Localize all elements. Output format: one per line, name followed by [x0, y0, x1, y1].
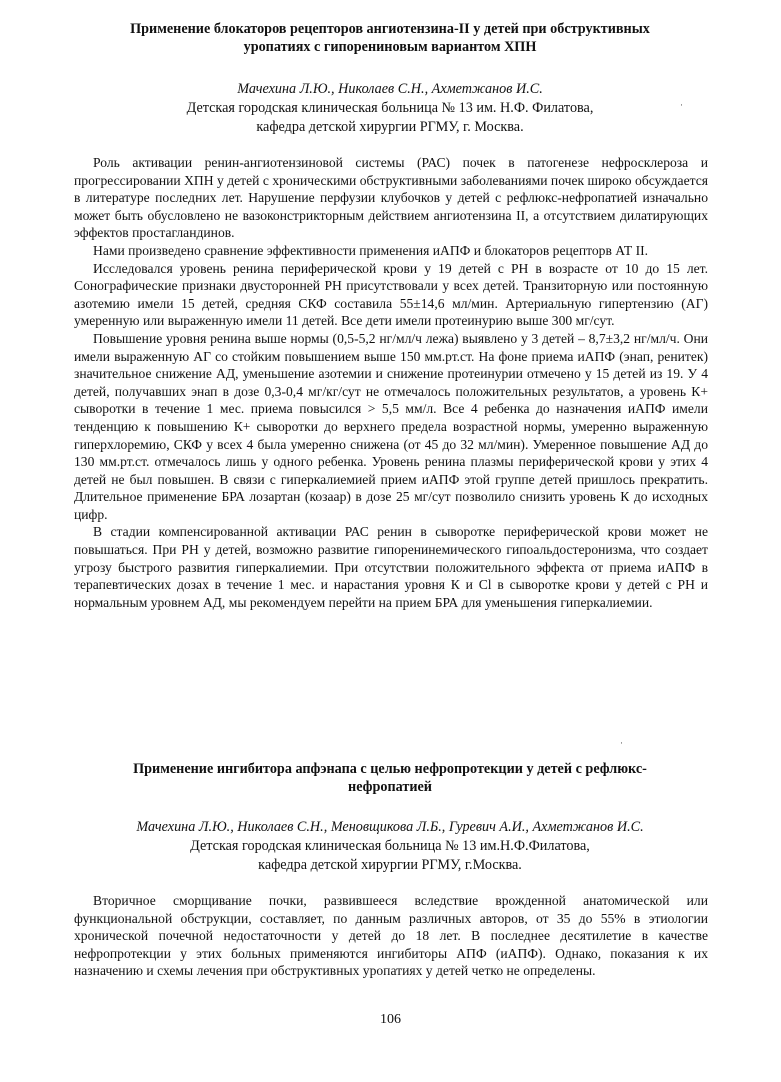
article1-title: [70, 20, 710, 56]
article2-title: [70, 760, 710, 796]
page-number: 106: [380, 1012, 401, 1027]
article1-paragraph: В стадии компенсированной активации РАС ренин в сыворотке периферической крови может не повышаться. При РН у детей, возможно развитие гипоренинемического гипоальдостеронизма, что создает угрозу быстрого развития гиперкалиемии. При отсутствии положительного эффекта от приема иАПФ в терапевтических дозах в течение 1 мес. и нарастания уровня К и Cl в сыворотке крови у детей с РН и нормальным уровнем АД, мы рекомендуем перейти на прием БРА для уменьшения гиперкалиемии.: [74, 524, 708, 610]
article2-paragraph: Вторичное сморщивание почки, развившееся вследствие врожденной анатомической или функциональной обструкции, составляет, по данным различных авторов, от 35 до 55% в этиологии хронической почечной недостаточности у детей до 18 лет. В последнее десятилетие в качестве нефропротекции у этих больных применяются ингибиторы АПФ (иАПФ). Однако, показания к их назначению и схемы лечения при обструктивных уропатиях у детей четко не определены.: [74, 893, 708, 979]
article1-affiliation-line2: кафедра детской хирургии РГМУ, г. Москва.: [256, 119, 524, 135]
article2-body: [74, 892, 708, 980]
article2-title-line1: Применение ингибитора апфэнапа с целью нефропротекции у детей с рефлюкс-: [133, 761, 647, 777]
scan-speck: ·: [620, 738, 623, 748]
article2-affiliation-line1: Детская городская клиническая больница № 13 им.Н.Ф.Филатова,: [190, 838, 590, 854]
article2-affiliation-line2: кафедра детской хирургии РГМУ, г.Москва.: [258, 857, 522, 873]
article1-body: [74, 154, 708, 611]
article1-paragraph: Нами произведено сравнение эффективности применения иАПФ и блокаторов рецепторв АТ II.: [93, 242, 649, 258]
article2-title-line2: нефропатией: [348, 779, 432, 795]
article1-affiliation-line1: Детская городская клиническая больница № 13 им. Н.Ф. Филатова,: [186, 100, 594, 116]
article1-paragraph: Повышение уровня ренина выше нормы (0,5-5,2 нг/мл/ч лежа) выявлено у 3 детей – 8,7±3,2 нг/мл/ч. Они имели выраженную АГ со стойким повышением выше 150 мм.рт.ст. На фоне приема иАПФ (энап, ренитек) значительное снижение АД, уменьшение азотемии и снижение протеинурии отмечено у 15 детей из 19. У 4 детей, получавших энап в дозе 0,3-0,4 мг/кг/сут не отмечалось положительных результатов, а уровень К+ сыворотки в течение 1 мес. приема повысился > 5,5 мм/л. Все 4 ребенка до назначения иАПФ имели тенденцию к повышению К+ сыворотки до верхнего предела возрастной нормы, умеренно выраженную гиперхлоремию, СКФ у всех 4 была умеренно снижена (от 45 до 32 мл/мин). Умеренное повышение АД до 130 мм.рт.ст. отмечалось лишь у одного ребенка. Уровень ренина плазмы периферической крови у этих 4 детей не был повышен. В связи с гиперкалиемией прием иАПФ этой группе детей пришлось прекратить. Длительное применение БРА лозартан (козаар) в дозе 25 мг/сут позволило снизить уровень К до исходных цифр.: [74, 330, 708, 522]
article1-title-line2: уропатиях с гипорениновым вариантом ХПН: [243, 39, 537, 55]
article1-title-line1: Применение блокаторов рецепторов ангиотензина-II у детей при обструктивных: [130, 21, 650, 37]
article2-authors: Мачехина Л.Ю., Николаев С.Н., Меновщикова Л.Б., Гуревич А.И., Ахметжанов И.С.: [136, 819, 644, 835]
article1-authors: Мачехина Л.Ю., Николаев С.Н., Ахметжанов И.С.: [237, 81, 543, 97]
article1-paragraph: Роль активации ренин-ангиотензиновой системы (РАС) почек в патогенезе нефросклероза и прогрессировании ХПН у детей с хроническими обструктивными заболеваниями почек широко обсуждается в литературе последних лет. Нарушение перфузии клубочков у детей с рефлюкс-нефропатией изначально может быть обусловлено не вазоконстрикторным действием ангиотензина II, а отсутствием дилатирующих эффектов простагландинов.: [74, 155, 708, 241]
scan-speck: ·: [680, 100, 683, 110]
article1-paragraph: Исследовался уровень ренина периферической крови у 19 детей с РН в возрасте от 10 до 15 лет. Сонографические признаки двусторонней РН присутствовали у всех детей. Транзиторную или постоянную азотемию имели 15 детей, средняя СКФ составила 55±14,6 мл/мин. Артериальную гипертензию (АГ) умеренную или выраженную имели 11 детей. Все дети имели протеинурию выше 300 мг/сут.: [74, 260, 708, 329]
